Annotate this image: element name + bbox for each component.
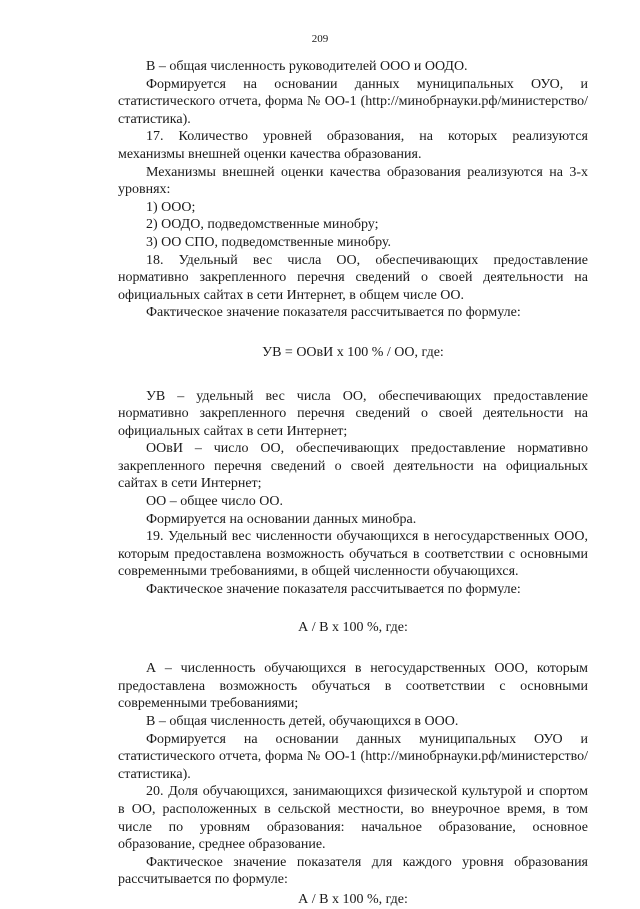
paragraph: Формируется на основании данных муниципальных ОУО, и статистического отчета, форма № ОО-1 (http://минобрнауки.рф/министерство/статистика). (118, 76, 588, 127)
formula: УВ = ООвИ х 100 % / ОО, где: (262, 344, 444, 360)
paragraph: Фактическое значение показателя для каждого уровня образования рассчитывается по формуле: (118, 854, 588, 888)
list-item: 2) ООДО, подведомственные минобру; (146, 217, 379, 233)
paragraph: 18. Удельный вес числа ОО, обеспечивающих предоставление нормативно закрепленного перечня сведений о своей деятельности на официальных сайтах в сети Интернет, в общем числе ОО. (118, 252, 588, 303)
paragraph: Формируется на основании данных минобра. (146, 511, 417, 527)
paragraph: В – общая численность детей, обучающихся в ООО. (146, 714, 459, 729)
paragraph: 20. Доля обучающихся, занимающихся физической культурой и спортом в ОО, расположенных в сельской местности, во внеурочное время, в том числе по уровням образования: начальное образование, основное образование, среднее образование. (118, 784, 588, 853)
list-item: 1) ООО; (146, 199, 196, 215)
paragraph: УВ – удельный вес числа ОО, обеспечивающих предоставление нормативно закрепленного перечня сведений о своей деятельности на официальных сайтах в сети Интернет; (118, 388, 588, 439)
formula: А / В х 100 %, где: (298, 891, 408, 907)
paragraph: ООвИ – число ОО, обеспечивающих предоставление нормативно закрепленного перечня сведений о своей деятельности на официальных сайтах в сети Интернет; (118, 441, 588, 492)
page-number: 209 (311, 33, 329, 45)
paragraph: Фактическое значение показателя рассчитывается по формуле: (146, 582, 521, 598)
paragraph: 17. Количество уровней образования, на которых реализуются механизмы внешней оценки качества образования. (118, 129, 588, 162)
list-item: 3) ОО СПО, подведомственные минобру. (146, 234, 391, 250)
paragraph: Формируется на основании данных муниципальных ОУО и статистического отчета, форма № ОО-1 (http://минобрнауки.рф/министерство/статистика). (118, 731, 588, 782)
paragraph: Фактическое значение показателя рассчитывается по формуле: (146, 305, 521, 321)
paragraph: 19. Удельный вес численности обучающихся в негосударственных ООО, которым предоставлена возможность обучаться в соответствии с основными современными требованиями, в общей численности обучающихся. (118, 529, 588, 580)
paragraph: ОО – общее число ОО. (146, 494, 284, 510)
paragraph: А – численность обучающихся в негосударственных ООО, которым предоставлена возможность обучаться в соответствии с основными современными требованиями; (118, 661, 588, 712)
document-body (118, 58, 588, 909)
formula: А / В х 100 %, где: (298, 619, 408, 635)
paragraph: В – общая численность руководителей ООО и ООДО. (146, 59, 468, 74)
paragraph: Механизмы внешней оценки качества образования реализуются на 3-х уровнях: (118, 164, 588, 198)
